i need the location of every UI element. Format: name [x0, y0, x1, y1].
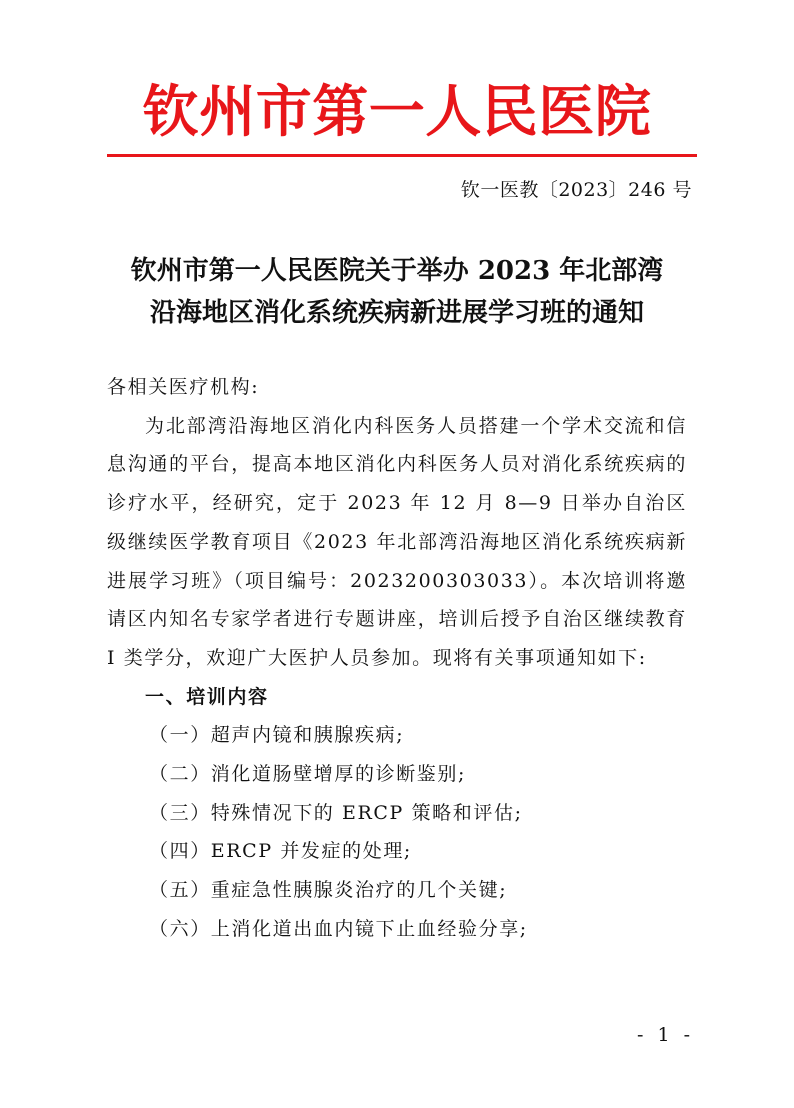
- list-item: （四）ERCP 并发症的处理;: [149, 840, 412, 863]
- document-title: [0, 250, 794, 334]
- list-item: （二）消化道肠壁增厚的诊断鉴别;: [149, 763, 467, 786]
- list-item: （六）上消化道出血内镜下止血经验分享;: [149, 917, 528, 940]
- addressee: 各相关医疗机构:: [107, 376, 260, 398]
- list-item: （一）超声内镜和胰腺疾病;: [149, 724, 405, 747]
- red-divider-line: [107, 154, 697, 157]
- title-line-1: 钦州市第一人民医院关于举办 2023 年北部湾: [130, 256, 664, 286]
- document-body: [107, 368, 687, 949]
- page-number: - 1 -: [636, 1024, 694, 1046]
- list-item: （五）重症急性胰腺炎治疗的几个关键;: [149, 879, 508, 902]
- list-item: （三）特殊情况下的 ERCP 策略和评估;: [149, 801, 523, 824]
- institution-header: 钦州市第一人民医院: [142, 79, 652, 145]
- title-line-2: 沿海地区消化系统疾病新进展学习班的通知: [149, 298, 644, 328]
- document-number: 钦一医教〔2023〕246 号: [460, 179, 692, 201]
- section-heading-training-content: 一、培训内容: [145, 685, 269, 708]
- intro-paragraph: 为北部湾沿海地区消化内科医务人员搭建一个学术交流和信息沟通的平台，提高本地区消化内科医务人员对消化系统疾病的诊疗水平，经研究，定于 2023 年 12 月 8—9 日举办自治区级继续医学教育项目《2023 年北部湾沿海地区消化系统疾病新进展学习班》（项目编号：2023200303033）。本次培训将邀请区内知名专家学者进行专题讲座，培训后授予自治区继续教育 I 类学分，欢迎广大医护人员参加。现将有关事项通知如下:: [107, 414, 687, 669]
